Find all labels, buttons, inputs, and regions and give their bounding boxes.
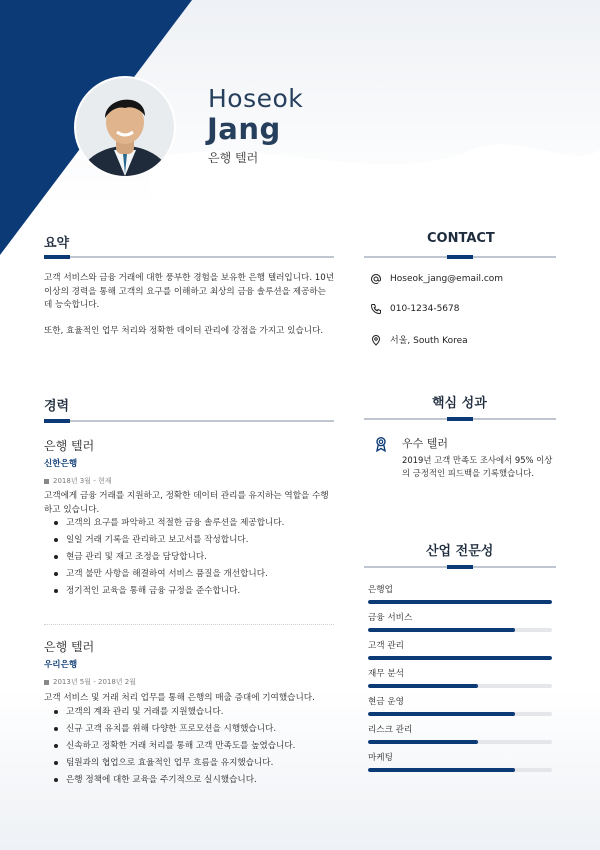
skill-bar [368, 740, 552, 744]
job-bullet: 신규 고객 유치를 위해 다양한 프로모션을 시행했습니다. [52, 721, 295, 738]
contact-location [370, 333, 468, 346]
skills-accent [447, 565, 473, 569]
job-bullet: 일일 거래 기록을 관리하고 보고서를 작성합니다. [52, 532, 284, 549]
achievements-title: 핵심 성과 [432, 396, 487, 411]
skill-label: 재무 분석 [368, 669, 404, 679]
job-bullet: 고객 불만 사항을 해결하여 서비스 품질을 개선합니다. [52, 566, 284, 583]
job-dates [44, 476, 112, 486]
job-role: 은행 텔러 [44, 640, 95, 654]
skill-bar [368, 684, 552, 688]
skill-label: 마케팅 [368, 753, 393, 763]
first-name: Hoseok [208, 84, 304, 113]
job-bullet: 고객의 계좌 관리 및 거래를 지원했습니다. [52, 704, 295, 721]
date-marker-icon [44, 680, 49, 685]
contact-email[interactable] [370, 273, 503, 285]
skill-bar [368, 768, 552, 772]
location-pin-icon [370, 334, 382, 346]
experience-accent [44, 419, 70, 423]
achievement-title: 우수 텔러 [402, 437, 449, 450]
summary-paragraph-2: 또한, 효율적인 업무 처리와 정확한 데이터 관리에 강점을 가지고 있습니다. [44, 326, 324, 336]
skill-fill [368, 656, 552, 660]
location-text: 서울, South Korea [390, 336, 468, 346]
job-bullet: 은행 정책에 대한 교육을 주기적으로 실시했습니다. [52, 772, 295, 789]
skill-bar [368, 656, 552, 660]
job-title: 은행 텔러 [208, 151, 259, 165]
skill-fill [368, 628, 515, 632]
experience-divider [44, 420, 334, 422]
skill-bar [368, 712, 552, 716]
contact-accent [447, 255, 473, 259]
phone-icon [370, 303, 382, 315]
job-company: 신한은행 [44, 459, 78, 469]
skill-fill [368, 768, 515, 772]
job-separator [44, 624, 334, 625]
job-bullets [52, 515, 284, 600]
job-bullet: 정기적인 교육을 통해 금융 규정을 준수합니다. [52, 583, 284, 600]
skill-fill [368, 600, 552, 604]
email-text: Hoseok_jang@email.com [390, 274, 504, 284]
skill-label: 은행업 [368, 585, 393, 595]
at-icon [370, 273, 382, 285]
job-bullets [52, 704, 295, 789]
job-role: 은행 텔러 [44, 439, 95, 453]
phone-text: 010-1234-5678 [390, 304, 460, 314]
skills-title: 산업 전문성 [426, 544, 494, 559]
summary-accent [44, 255, 70, 259]
summary-paragraph-1: 고객 서비스와 금융 거래에 대한 풍부한 경험을 보유한 은행 텔러입니다. 10년 이상의 경력을 통해 고객의 요구를 이해하고 최상의 금융 솔루션을 제공하는 데 능숙합니다. [44, 273, 335, 310]
job-dates [44, 677, 136, 687]
job-bullet: 팀원과의 협업으로 효율적인 업무 흐름을 유지했습니다. [52, 755, 295, 772]
skill-fill [368, 684, 478, 688]
job-description: 고객에게 금융 거래를 지원하고, 정확한 데이터 관리를 유지하는 역할을 수행하고 있습니다. [44, 491, 329, 515]
job-bullet: 고객의 요구를 파악하고 적절한 금융 솔루션을 제공합니다. [52, 515, 284, 532]
job-bullet: 현금 관리 및 재고 조정을 담당합니다. [52, 549, 284, 566]
skill-bar [368, 628, 552, 632]
job-bullet: 신속하고 정확한 거래 처리를 통해 고객 만족도를 높였습니다. [52, 738, 295, 755]
skill-label: 고객 관리 [368, 641, 404, 651]
job-description: 고객 서비스 및 거래 처리 업무를 통해 은행의 매출 증대에 기여했습니다. [44, 693, 315, 703]
contact-phone[interactable] [370, 303, 459, 315]
job-dates-text: 2018년 3월 - 현재 [53, 477, 112, 485]
summary-title: 요약 [44, 236, 70, 251]
contact-title: CONTACT [427, 231, 495, 246]
profile-photo [76, 78, 174, 176]
skill-fill [368, 712, 515, 716]
skill-label: 금융 서비스 [368, 613, 413, 623]
summary-divider [44, 256, 334, 258]
job-dates-text: 2013년 5월 - 2018년 2월 [53, 678, 137, 686]
skill-fill [368, 740, 478, 744]
achievements-accent [447, 417, 473, 421]
avatar [76, 78, 174, 176]
skill-label: 리스크 관리 [368, 725, 413, 735]
experience-title: 경력 [44, 399, 70, 414]
award-icon [374, 436, 388, 456]
last-name: Jang [207, 112, 281, 146]
skill-label: 현금 운영 [368, 697, 404, 707]
skill-bar [368, 600, 552, 604]
job-company: 우리은행 [44, 660, 78, 670]
achievement-text: 2019년 고객 만족도 조사에서 95% 이상의 긍정적인 피드백을 기록했습니다. [402, 455, 553, 478]
date-marker-icon [44, 479, 49, 484]
